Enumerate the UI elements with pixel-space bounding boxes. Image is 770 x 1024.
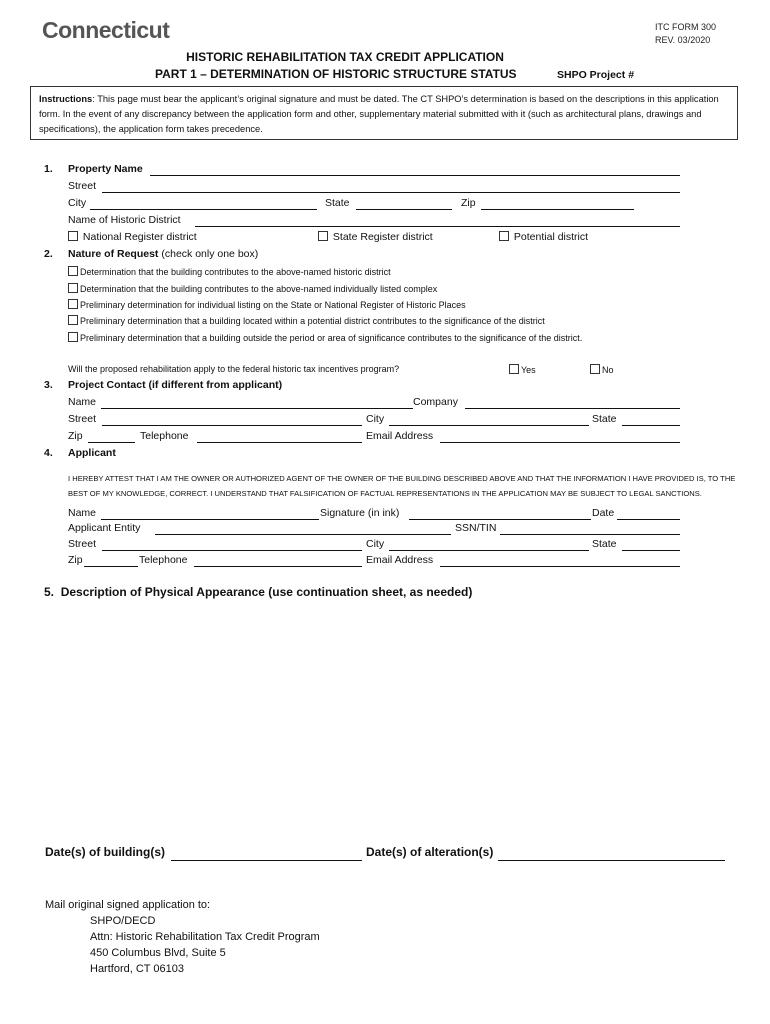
section5-number: 5. [44, 585, 55, 599]
request-option-4[interactable] [68, 315, 545, 326]
option-label: No [602, 365, 614, 375]
attestation-line-2: BEST OF MY KNOWLEDGE, CORRECT. I UNDERSTAND THAT FALSIFICATION OF FACTUAL REPRESENTATIONS IN THE APPLICATION MAY BE SUBJECT TO LEGAL SANCTIONS. [68, 489, 702, 498]
request-option-1[interactable] [68, 266, 391, 277]
alteration-dates-field[interactable] [498, 860, 725, 861]
instructions-label: Instructions [39, 94, 93, 104]
date-label: Date [592, 507, 615, 519]
option-label: Determination that the building contributes to the above-named historic district [80, 267, 391, 277]
checkbox[interactable] [68, 332, 78, 342]
ssn-field[interactable] [500, 534, 680, 535]
contact-email-label: Email Address [366, 430, 434, 442]
state-label: State [325, 197, 350, 209]
contact-name-label: Name [68, 396, 97, 408]
historic-district-label: Name of Historic District [68, 214, 181, 226]
contact-telephone-field[interactable] [197, 442, 362, 443]
applicant-email-field[interactable] [440, 566, 680, 567]
contact-street-field[interactable] [102, 425, 362, 426]
request-option-2[interactable] [68, 283, 437, 294]
project-contact-label: Project Contact (if different from applicant) [68, 379, 283, 391]
contact-street-label: Street [68, 413, 97, 425]
applicant-label: Applicant [68, 447, 116, 459]
federal-no-option[interactable] [590, 364, 614, 375]
connecticut-logo: Connecticut [42, 17, 170, 43]
mailing-line: Attn: Historic Rehabilitation Tax Credit Program [90, 931, 320, 943]
ssn-label: SSN/TIN [455, 522, 497, 534]
checkbox[interactable] [68, 231, 78, 241]
potential-district-option[interactable] [499, 231, 588, 243]
applicant-street-label: Street [68, 538, 97, 550]
checkbox[interactable] [499, 231, 509, 241]
state-register-option[interactable] [318, 231, 433, 243]
section5-label: Description of Physical Appearance (use continuation sheet, as needed) [60, 585, 473, 599]
checkbox[interactable] [68, 315, 78, 325]
national-register-option[interactable] [68, 231, 197, 243]
mailing-line: Hartford, CT 06103 [90, 963, 184, 975]
checkbox[interactable] [318, 231, 328, 241]
section1-number: 1. [44, 163, 53, 175]
instructions-box [30, 86, 738, 140]
state-field[interactable] [356, 209, 452, 210]
checkbox[interactable] [590, 364, 600, 374]
form-subtitle: PART 1 – DETERMINATION OF HISTORIC STRUCTURE STATUS [155, 67, 517, 81]
option-label: Preliminary determination that a building outside the period or area of significance contributes to the significance of the district. [80, 333, 583, 343]
applicant-telephone-label: Telephone [139, 554, 188, 566]
street-field[interactable] [102, 192, 680, 193]
street-label: Street [68, 180, 97, 192]
applicant-entity-field[interactable] [155, 534, 451, 535]
applicant-city-field[interactable] [389, 550, 589, 551]
option-label: Potential district [513, 231, 589, 243]
zip-label: Zip [461, 197, 476, 209]
checkbox[interactable] [509, 364, 519, 374]
option-label: National Register district [82, 231, 197, 243]
section2-number: 2. [44, 248, 53, 260]
form-id-block [655, 21, 716, 47]
property-name-field[interactable] [150, 175, 680, 176]
shpo-project-label: SHPO Project # [557, 69, 635, 81]
historic-district-field[interactable] [195, 226, 680, 227]
applicant-state-field[interactable] [622, 550, 680, 551]
applicant-state-label: State [592, 538, 617, 550]
section5-heading [44, 585, 472, 599]
federal-program-question: Will the proposed rehabilitation apply to the federal historic tax incentives program? [68, 364, 400, 374]
applicant-zip-label: Zip [68, 554, 83, 566]
checkbox[interactable] [68, 266, 78, 276]
applicant-email-label: Email Address [366, 554, 434, 566]
applicant-street-field[interactable] [102, 550, 362, 551]
mailing-line: SHPO/DECD [90, 915, 156, 927]
mailing-intro: Mail original signed application to: [45, 899, 211, 911]
zip-field[interactable] [481, 209, 634, 210]
instructions-text: : This page must bear the applicant’s original signature and must be dated. The CT SHPO’s determination is based on the descriptions in this application form. In the event of any discrepancy between the application form and other, supplementary material submitted with it (such as architectural plans, drawings and specifications), the application form takes precedence. [39, 94, 719, 134]
nature-of-request-heading [68, 248, 258, 260]
form-number: ITC FORM 300 [655, 22, 717, 32]
request-option-3[interactable] [68, 299, 466, 310]
checkbox[interactable] [68, 299, 78, 309]
contact-city-field[interactable] [389, 425, 589, 426]
contact-company-field[interactable] [465, 408, 680, 409]
nature-of-request-label: Nature of Request [68, 248, 159, 260]
applicant-city-label: City [366, 538, 385, 550]
property-name-label: Property Name [68, 163, 143, 175]
contact-company-label: Company [413, 396, 458, 408]
signature-field[interactable] [409, 519, 591, 520]
federal-yes-option[interactable] [509, 364, 536, 375]
contact-name-field[interactable] [101, 408, 413, 409]
applicant-telephone-field[interactable] [194, 566, 362, 567]
contact-zip-field[interactable] [88, 442, 135, 443]
city-label: City [68, 197, 87, 209]
contact-email-field[interactable] [440, 442, 680, 443]
mailing-line: 450 Columbus Blvd, Suite 5 [90, 947, 226, 959]
contact-state-field[interactable] [622, 425, 680, 426]
request-option-5[interactable] [68, 332, 582, 343]
building-dates-field[interactable] [171, 860, 362, 861]
contact-zip-label: Zip [68, 430, 83, 442]
signature-label: Signature (in ink) [320, 507, 400, 519]
applicant-name-label: Name [68, 507, 97, 519]
date-field[interactable] [617, 519, 680, 520]
attestation-line-1: I HEREBY ATTEST THAT I AM THE OWNER OR AUTHORIZED AGENT OF THE OWNER OF THE BUILDING DESCRIBED ABOVE AND THAT THE INFORMATION I HAVE PROVIDED IS, TO THE [68, 474, 736, 483]
applicant-name-field[interactable] [101, 519, 319, 520]
contact-telephone-label: Telephone [140, 430, 189, 442]
contact-city-label: City [366, 413, 385, 425]
contact-state-label: State [592, 413, 617, 425]
applicant-zip-field[interactable] [84, 566, 138, 567]
alteration-dates-label: Date(s) of alteration(s) [366, 845, 494, 859]
city-field[interactable] [90, 209, 317, 210]
option-label: Preliminary determination for individual listing on the State or National Register of Historic Places [80, 300, 466, 310]
section4-number: 4. [44, 447, 53, 459]
option-label: Preliminary determination that a building located within a potential district contributes to the significance of the district [80, 316, 545, 326]
building-dates-label: Date(s) of building(s) [45, 845, 165, 859]
option-label: State Register district [332, 231, 433, 243]
option-label: Yes [521, 365, 536, 375]
nature-of-request-hint: (check only one box) [161, 248, 259, 260]
checkbox[interactable] [68, 283, 78, 293]
section3-number: 3. [44, 379, 53, 391]
applicant-entity-label: Applicant Entity [68, 522, 141, 534]
option-label: Determination that the building contributes to the above-named individually listed complex [80, 284, 438, 294]
form-title: HISTORIC REHABILITATION TAX CREDIT APPLICATION [186, 50, 504, 64]
form-revision: REV. 03/2020 [655, 35, 711, 45]
